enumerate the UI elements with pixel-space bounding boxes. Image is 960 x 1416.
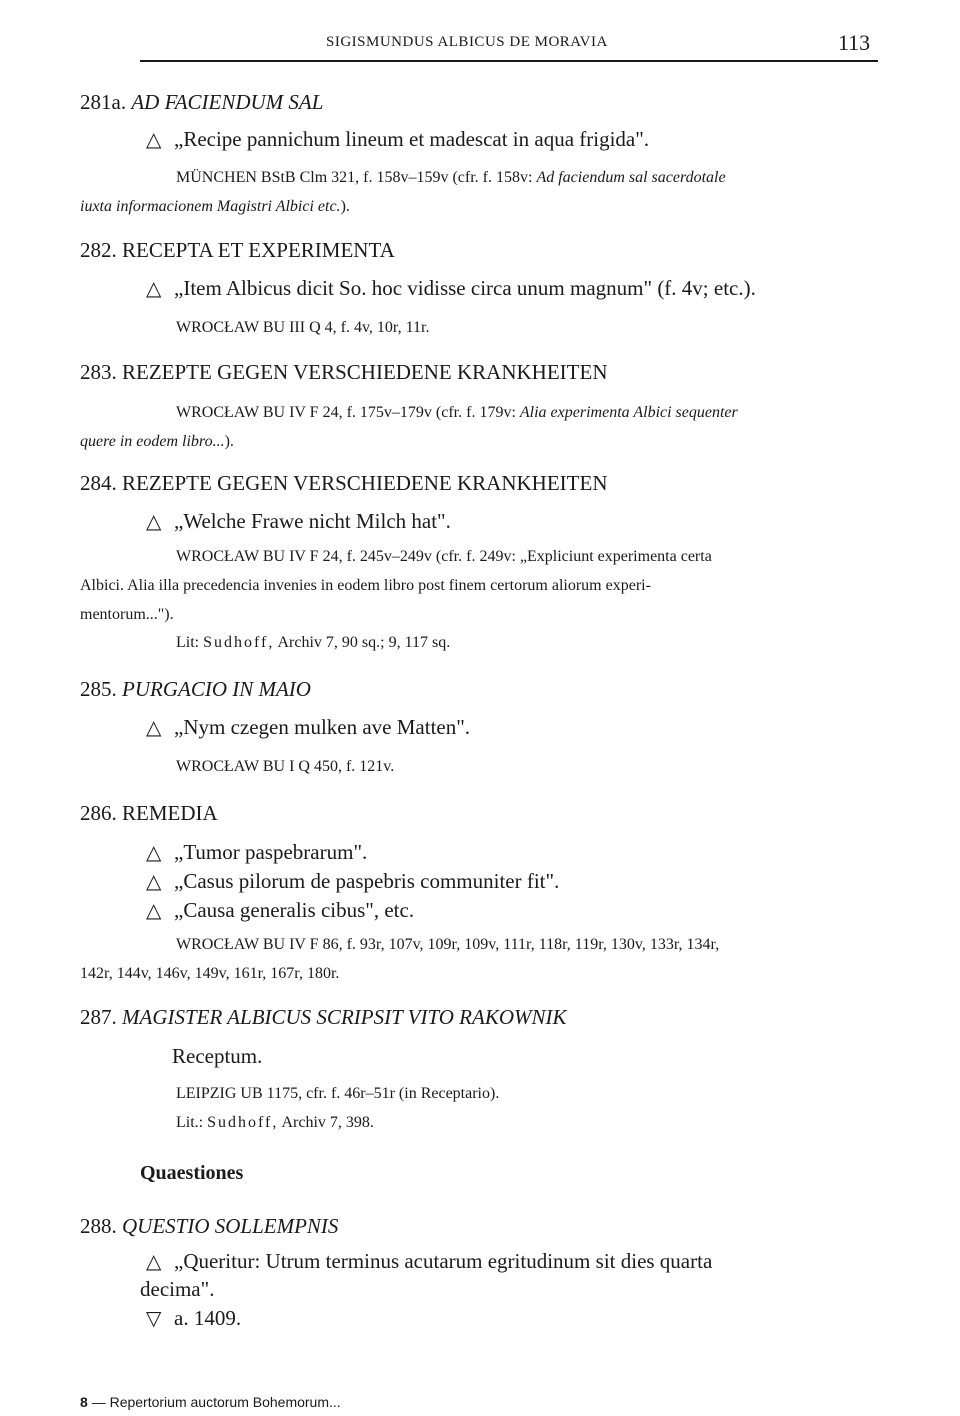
entry-285-incipit: △ „Nym czegen mulken ave Matten". [146,715,471,739]
footer-text: — Repertorium auctorum Bohemorum... [91,1394,341,1410]
entry-288-incipit-cont: decima". [140,1277,215,1301]
entry-282-incipit: △ „Item Albicus dicit So. hoc vidisse circa unum magnum" (f. 4v; etc.). [146,276,756,300]
entry-286-heading [80,801,218,826]
entry-287-heading [80,1005,567,1030]
entry-285-manuscript: WROCŁAW BU I Q 450, f. 121v. [176,758,395,775]
entry-281a-heading [80,90,323,115]
triangle-up-icon: △ [146,129,162,151]
entry-title: MAGISTER ALBICUS SCRIPSIT VITO RAKOWNIK [122,1005,567,1029]
entry-number: 283. [80,360,117,384]
header-rule [140,60,878,62]
entry-number: 284. [80,471,117,495]
entry-number: 287. [80,1005,117,1029]
entry-number: 286. [80,801,117,825]
page-number: 113 [838,30,871,55]
triangle-up-icon: △ [146,1251,162,1273]
entry-288-heading [80,1214,338,1239]
entry-287-manuscript: LEIPZIG UB 1175, cfr. f. 46r–51r (in Receptario). [176,1085,500,1102]
signature-mark: 8 [80,1394,88,1410]
entry-287-text: Receptum. [172,1044,263,1068]
entry-281a-manuscript: MÜNCHEN BStB Clm 321, f. 158v–159v (cfr. f. 158v: Ad faciendum sal sacerdotale iuxta informacionem Magistri Albici etc.). [80,169,726,215]
entry-286-incipit-3: △ „Causa generalis cibus", etc. [146,898,415,922]
entry-title: REZEPTE GEGEN VERSCHIEDENE KRANKHEITEN [122,360,608,384]
entry-title: REMEDIA [122,801,218,825]
entry-title: RECEPTA ET EXPERIMENTA [122,238,395,262]
entry-285-heading [80,677,311,702]
triangle-up-icon: △ [146,717,162,739]
entry-288-incipit: △ „Queritur: Utrum terminus acutarum egritudinum sit dies quarta [146,1249,713,1273]
entry-number: 281a. [80,90,127,114]
entry-title: QUESTIO SOLLEMPNIS [122,1214,339,1238]
triangle-up-icon: △ [146,511,162,533]
entry-number: 288. [80,1214,117,1238]
entry-title: AD FACIENDUM SAL [131,90,324,114]
running-head: SIGISMUNDUS ALBICUS DE MORAVIA [326,34,608,50]
entry-282-manuscript: WROCŁAW BU III Q 4, f. 4v, 10r, 11r. [176,319,430,336]
footer [80,1394,341,1410]
entry-284-incipit: △ „Welche Frawe nicht Milch hat". [146,509,451,533]
entry-281a-incipit: △ „Recipe pannichum lineum et madescat in aqua frigida". [146,127,650,151]
triangle-up-icon: △ [146,871,162,893]
entry-286-manuscript: WROCŁAW BU IV F 86, f. 93r, 107v, 109r, 109v, 111r, 118r, 119r, 130v, 133r, 134r, 142r, 144v, 146v, 149v, 161r, 167r, 180r. [80,936,720,982]
entry-286-incipit-2: △ „Casus pilorum de paspebris communiter fit". [146,869,560,893]
triangle-up-icon: △ [146,842,162,864]
entry-number: 282. [80,238,117,262]
entry-287-literature: Lit.: Sudhoff, Archiv 7, 398. [176,1114,374,1131]
entry-282-heading [80,238,395,263]
entry-284-heading [80,471,607,496]
section-title: Quaestiones [140,1162,244,1184]
entry-288-explicit: ▽ a. 1409. [146,1306,242,1330]
entry-number: 285. [80,677,117,701]
entry-title: PURGACIO IN MAIO [122,677,311,701]
entry-286-incipit-1: △ „Tumor paspebrarum". [146,840,368,864]
entry-283-manuscript: WROCŁAW BU IV F 24, f. 175v–179v (cfr. f. 179v: Alia experimenta Albici sequenter quere in eodem libro...). [80,404,738,450]
triangle-down-icon: ▽ [146,1308,162,1330]
triangle-up-icon: △ [146,900,162,922]
entry-283-heading [80,360,607,385]
entry-284-manuscript: WROCŁAW BU IV F 24, f. 245v–249v (cfr. f. 249v: „Expliciunt experimenta certa Albici. Alia illa precedencia invenies in eodem libro post finem certorum aliorum experi- mentorum..."). [80,548,712,623]
entry-284-literature: Lit: Sudhoff, Archiv 7, 90 sq.; 9, 117 sq. [176,634,451,651]
entry-title: REZEPTE GEGEN VERSCHIEDENE KRANKHEITEN [122,471,608,495]
triangle-up-icon: △ [146,278,162,300]
